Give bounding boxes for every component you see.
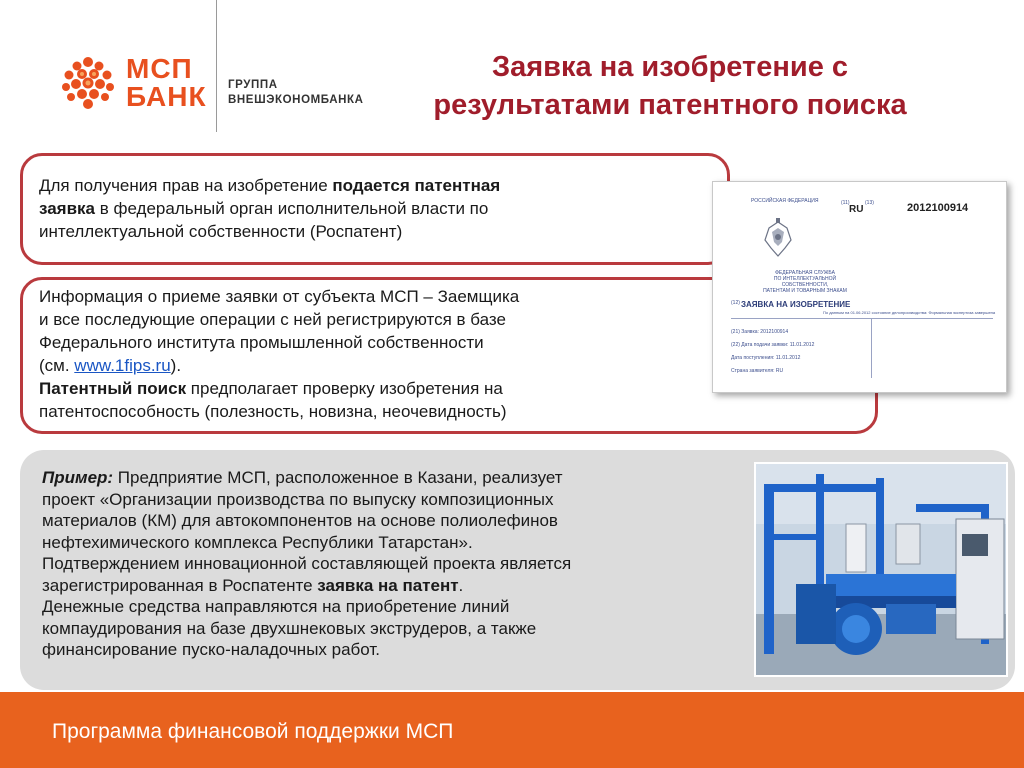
logo-group-line2: ВНЕШЭКОНОМБАНКА [228, 94, 364, 106]
logo-name-line1: МСП [126, 53, 193, 84]
example-label: Пример: [42, 468, 114, 487]
box1-line3: интеллектуальной собственности (Роспатент) [39, 222, 403, 241]
doc-field-country: Страна заявителя: RU [731, 368, 784, 374]
doc-title: ЗАЯВКА НА ИЗОБРЕТЕНИЕ [741, 300, 851, 309]
example-line6-bold: заявка на патент [317, 575, 459, 595]
doc-service [763, 270, 847, 294]
box2-line6: патентоспособность (полезность, новизна, неочевидность) [39, 402, 507, 421]
slide-title [380, 48, 960, 124]
example-line6 [42, 575, 732, 597]
fips-registration-text [39, 285, 659, 423]
example-line9: финансирование пуско-наладочных работ. [42, 640, 380, 659]
box2-line4-post: ). [170, 356, 182, 375]
box1-bold2: заявка [39, 199, 96, 218]
patent-application-box [20, 153, 730, 265]
example-line1 [42, 467, 732, 489]
box2-line4-pre: (см. [39, 356, 75, 375]
doc-ru: RU [849, 204, 864, 215]
logo-group-line1: ГРУППА [228, 79, 278, 91]
example-line6-text: зарегистрированная в Роспатенте [42, 575, 318, 595]
footer-text: Программа финансовой поддержки МСП [52, 720, 454, 743]
doc-field-21: (21) Заявка: 2012100914 [731, 329, 789, 335]
slide-title-line1: Заявка на изобретение с [491, 51, 849, 83]
doc-service-line3: ПАТЕНТАМ И ТОВАРНЫМ ЗНАКАМ [763, 288, 847, 294]
doc-field-date: Дата поступления: 11.01.2012 [731, 355, 801, 361]
extrusion-line-photo [754, 462, 1008, 677]
patent-application-text [39, 174, 679, 243]
box2-line4 [39, 354, 659, 377]
doc-status: По данным на 01.06.2012 состояние делопроизводства: Формальная экспертиза завершена [823, 310, 996, 315]
doc-divider [731, 318, 993, 319]
doc-code12: (12) [731, 300, 740, 306]
example-line1-text: Предприятие МСП, расположенное в Казани, реализует [113, 468, 563, 487]
doc-field-22: (22) Дата подачи заявки: 11.01.2012 [731, 342, 815, 348]
box1-bold1: подается патентная [332, 176, 501, 195]
example-line4: нефтехимического комплекса Республики Татарстан». [42, 532, 473, 552]
russian-coat-of-arms-icon [761, 218, 795, 260]
logo-name-line2: БАНК [126, 81, 207, 112]
box2-bold1: Патентный поиск [39, 379, 187, 398]
example-line8: компаудирования на базе двухшнековых экструдеров, а также [42, 618, 537, 638]
box2-line1: Информация о приеме заявки от субъекта МСП – Заемщика [39, 287, 520, 306]
extruder-machine-illustration [756, 464, 1006, 675]
doc-country: РОССИЙСКАЯ ФЕДЕРАЦИЯ [751, 198, 819, 204]
box1-line1 [39, 174, 679, 197]
logo-divider [216, 0, 217, 132]
doc-service-line1: ФЕДЕРАЛЬНАЯ СЛУЖБА [775, 270, 835, 276]
doc-code11: (11) [841, 200, 850, 206]
doc-column-divider [871, 318, 872, 378]
patent-application-document-image [712, 181, 1007, 393]
example-line2: проект «Организации производства по выпуску композиционных [42, 489, 554, 509]
box2-line2: и все последующие операции с ней регистрируются в базе [39, 310, 506, 329]
box1-text1: Для получения прав на изобретение [39, 176, 333, 195]
example-text [42, 467, 732, 661]
example-line3: материалов (КМ) для автокомпонентов на основе полиолефинов [42, 511, 558, 530]
box2-line5-text: предполагает проверку изобретения на [186, 379, 503, 398]
logo-group-text [228, 78, 364, 108]
example-line7: Денежные средства направляются на приобретение линий [42, 597, 510, 616]
doc-code13: (13) [865, 200, 874, 206]
footer-bar [0, 692, 1024, 768]
doc-service-line2: ПО ИНТЕЛЛЕКТУАЛЬНОЙ СОБСТВЕННОСТИ, [773, 276, 837, 288]
doc-number: 2012100914 [907, 202, 969, 214]
slide-title-line2: результатами патентного поиска [433, 89, 907, 121]
box1-text2: в федеральный орган исполнительной власти по [95, 199, 489, 218]
box1-line2 [39, 197, 679, 220]
example-line5: Подтверждением инновационной составляющей проекта является [42, 554, 572, 573]
example-line6-end: . [458, 575, 464, 595]
fips-link[interactable]: www.1fips.ru [74, 356, 171, 375]
box2-line5 [39, 377, 659, 400]
logo-flower-icon [58, 52, 118, 112]
box2-line3: Федерального института промышленной собственности [39, 333, 484, 352]
